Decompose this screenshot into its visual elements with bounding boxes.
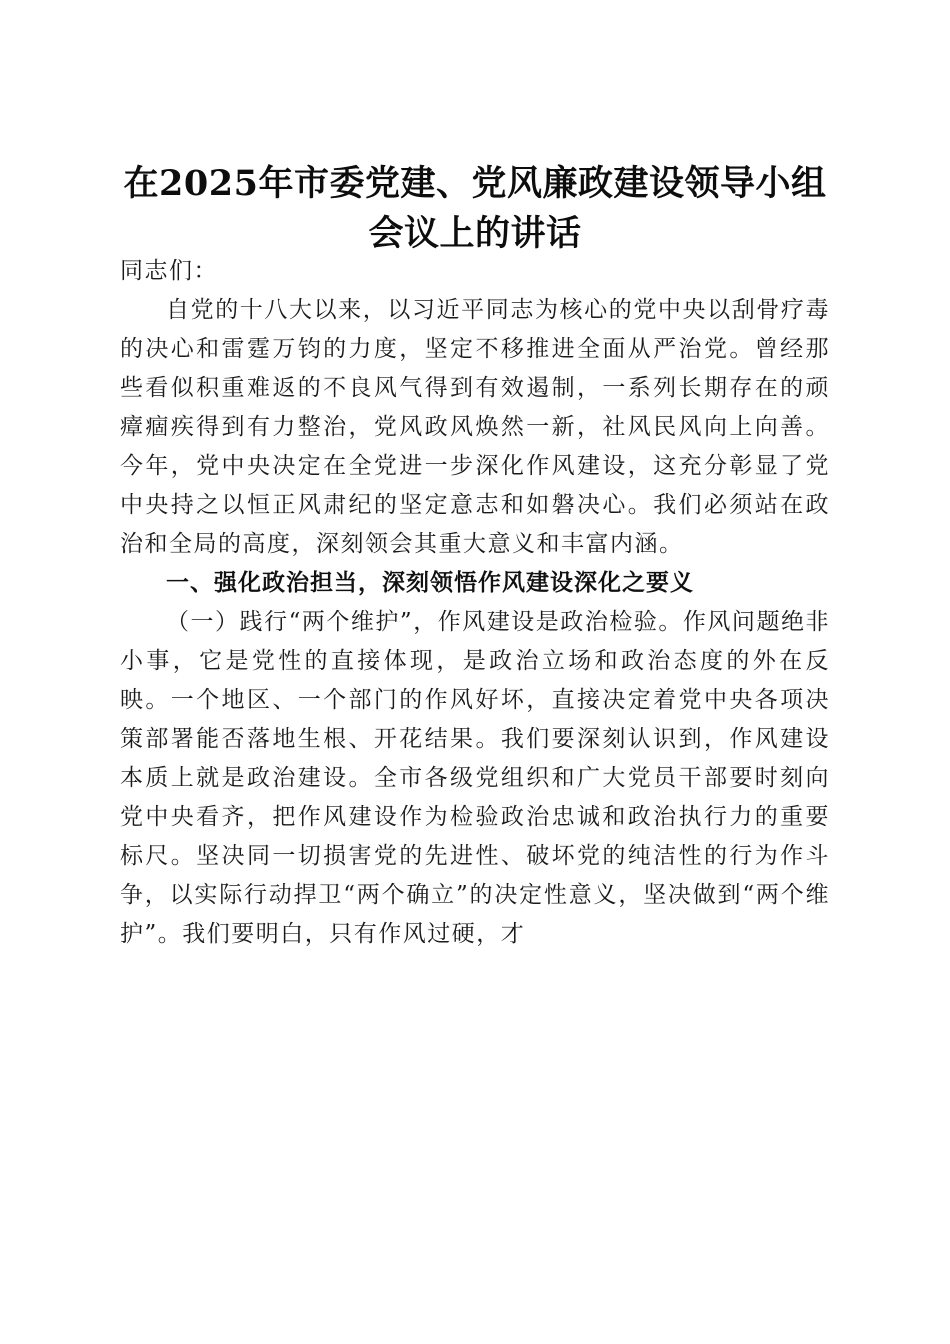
title-line-1: 在2025年市委党建、党风廉政建设领导小组: [123, 163, 827, 205]
greeting: 同志们：: [120, 258, 218, 284]
paragraph-section-1-1: （一）践行“两个维护”，作风建设是政治检验。作风问题绝非小事，它是党性的直接体现，是政治立场和政治态度的外在反映。一个地区、一个部门的作风好坏，直接决定着党中央各项决策部署能否落地生根、开花结果。我们要深刻认识到，作风建设本质上就是政治建设。全市各级党组织和广大党员干部要时刻向党中央看齐，把作风建设作为检验政治忠诚和政治执行力的重要标尺。坚决同一切损害党的先进性、破坏党的纯洁性的行为作斗争，以实际行动捍卫“两个确立”的决定性意义，坚决做到“两个维护”。我们要明白，只有作风过硬，才: [120, 609, 830, 947]
document-title: [100, 159, 850, 259]
paragraph-intro: 自党的十八大以来，以习近平同志为核心的党中央以刮骨疗毒的决心和雷霆万钧的力度，坚定不移推进全面从严治党。曾经那些看似积重难返的不良风气得到有效遏制，一系列长期存在的顽瘴痼疾得到有力整治，党风政风焕然一新，社风民风向上向善。今年，党中央决定在全党进一步深化作风建设，这充分彰显了党中央持之以恒正风肃纪的坚定意志和如磐决心。我们必须站在政治和全局的高度，深刻领会其重大意义和丰富内涵。: [120, 297, 830, 557]
title-line-2: 会议上的讲话: [368, 213, 582, 255]
section-heading-1: 一、强化政治担当，深刻领悟作风建设深化之要义: [166, 570, 694, 596]
document-body: [120, 252, 830, 954]
